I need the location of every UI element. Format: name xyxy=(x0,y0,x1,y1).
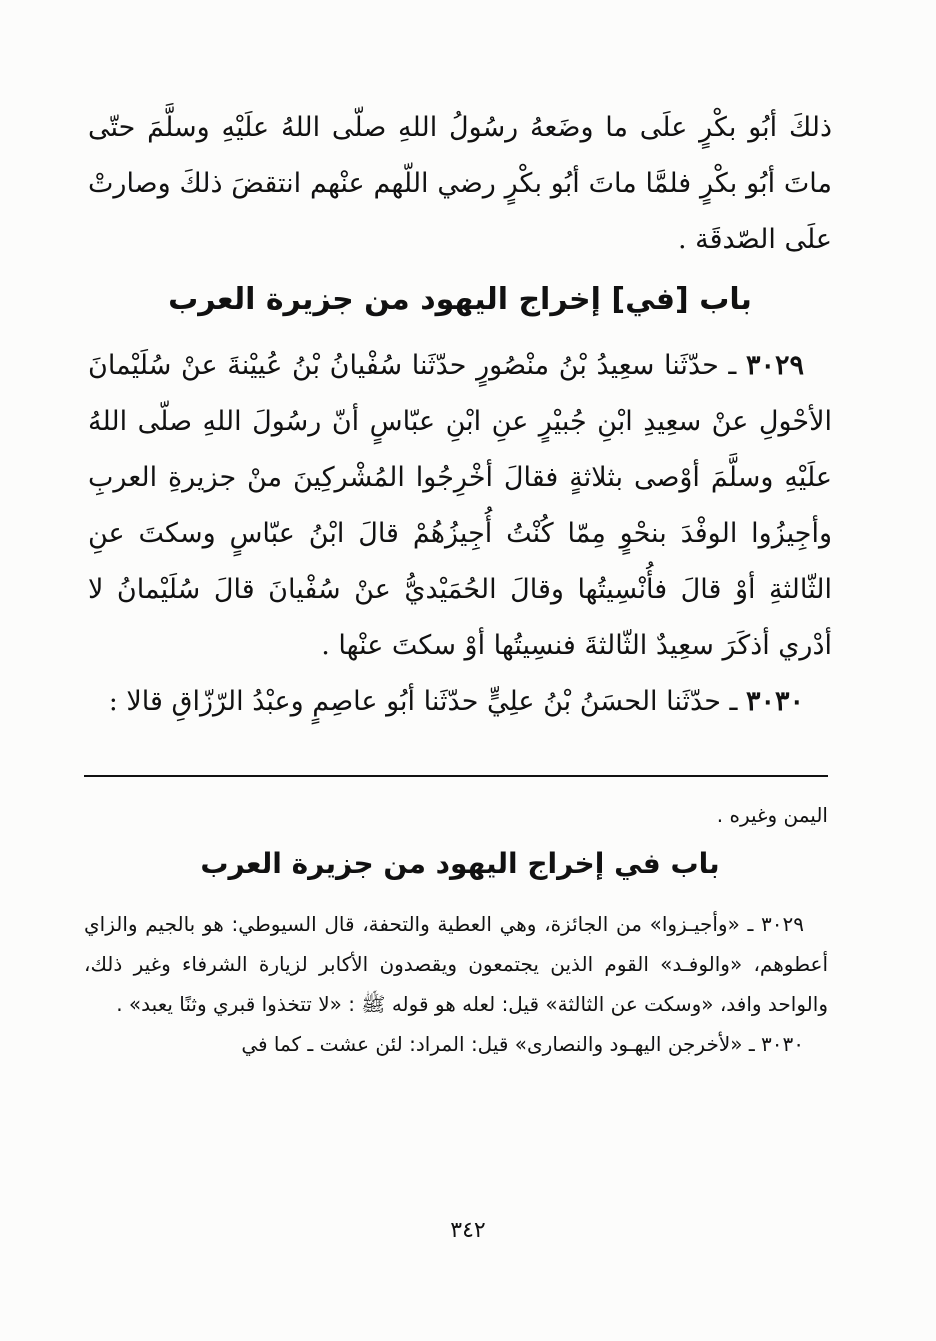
chapter-heading: باب [في] إخراج اليهود من جزيرة العرب xyxy=(168,282,752,317)
footnote-text: ـ «وأجيـزوا» من الجائزة، وهي العطية والتحفة، قال السيوطي: هو بالجيم والزاي أعطوهم، «والوفـد» القوم الذين يجتمعون ويقصدون الأكابر لزيارة الشرفاء وغير ذلك، والواحد وافد، «وسكت عن الثالثة» قيل: لعله هو قوله ﷺ : «لا تتخذوا قبري وثنًا يعبد» . xyxy=(84,912,828,1016)
footnote-divider xyxy=(84,775,828,777)
hadith-3029 xyxy=(88,338,832,674)
footnote-continuation: اليمن وغيره . xyxy=(716,803,828,827)
hadith-number: ٣٠٢٩ xyxy=(745,350,804,381)
hadith-block xyxy=(88,338,832,730)
hadith-text: ـ حدّثَنا سعِيدُ بْنُ منْصُورٍ حدّثَنا سُفْيانُ بْنُ عُييْنةَ عنْ سُلَيْمانَ الأحْولِ عنْ سعِيدِ ابْنِ جُبيْرٍ عنِ ابْنِ عبّاسٍ أنّ رسُولَ اللهِ صلّى اللهُ علَيْهِ وسلَّمَ أوْصى بثلاثةٍ فقالَ أخْرِجُوا المُشْركِينَ منْ جزيرةِ العربِ وأجِيزُوا الوفْدَ بنحْوٍ مِمّا كُنْتُ أُجِيزُهُمْ قالَ ابْنُ عبّاسٍ وسكتَ عنِ الثّالثةِ أوْ قالَ فأُنْسِيتُها وقالَ الحُمَيْديُّ عنْ سُفْيانَ قالَ سُلَيْمانُ لا أدْري أذكَرَ سعِيدٌ الثّالثةَ فنسِيتُها أوْ سكتَ عنْها . xyxy=(88,350,832,661)
footnote-3030 xyxy=(84,1024,828,1064)
main-paragraph: ذلكَ أبُو بكْرٍ علَى ما وضَعهُ رسُولُ اللهِ صلّى اللهُ علَيْهِ وسلَّمَ حتّى ماتَ أبُو بكْرٍ فلمَّا ماتَ أبُو بكْرٍ رضي اللّهم عنْهم انتقضَ ذلكَ وصارتْ علَى الصّدقَة . xyxy=(88,112,832,255)
footnote-3029 xyxy=(84,904,828,1024)
footnote-text: ـ «لأخرجن اليهـود والنصارى» قيل: المراد: لئن عشت ـ كما في xyxy=(241,1032,755,1056)
footnote-number: ٣٠٢٩ xyxy=(761,912,804,936)
footnote-heading: باب في إخراج اليهود من جزيرة العرب xyxy=(200,847,720,880)
footnote-number: ٣٠٣٠ xyxy=(761,1032,804,1056)
page-number: ٣٤٢ xyxy=(450,1218,486,1243)
footnotes xyxy=(84,904,828,1064)
hadith-text: ـ حدّثَنا الحسَنُ بْنُ علِيٍّ حدّثَنا أبُو عاصِمٍ وعبْدُ الرّزّاقِ قالا : xyxy=(108,686,738,717)
hadith-3030 xyxy=(88,674,832,730)
hadith-number: ٣٠٣٠ xyxy=(745,686,804,717)
main-text xyxy=(88,100,832,268)
